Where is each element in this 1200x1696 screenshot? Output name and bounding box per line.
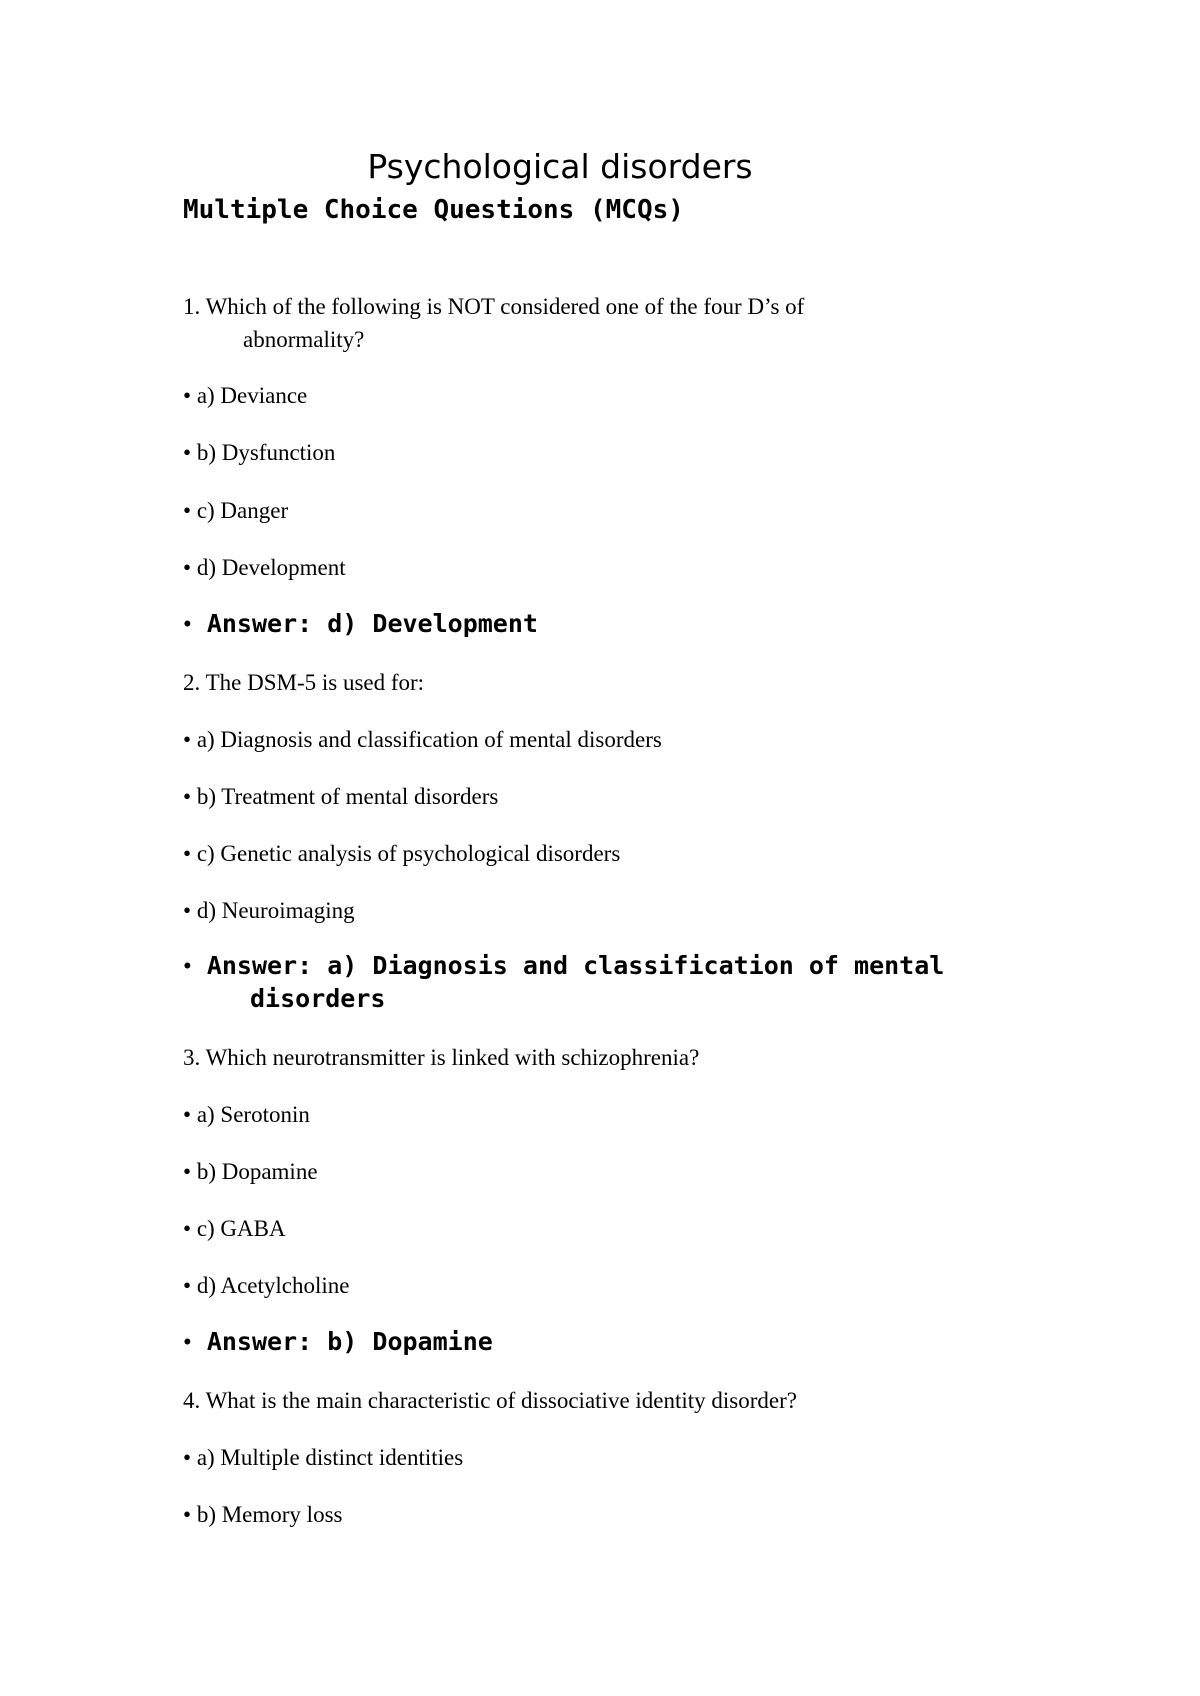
question-4-text: 4. What is the main characteristic of dissociative identity disorder? [183, 1388, 797, 1413]
bullet: • [183, 1329, 192, 1356]
document-subtitle: Multiple Choice Questions (MCQs) [183, 195, 684, 225]
bullet: • [183, 1502, 192, 1527]
question-1-text: 1. Which of the following is NOT considered one of the four D’s of [183, 294, 805, 319]
bullet: • [183, 1216, 192, 1241]
question-3-text: 3. Which neurotransmitter is linked with schizophrenia? [183, 1045, 700, 1070]
bullet: • [183, 841, 192, 866]
q1-option-d: • d) Development [183, 555, 346, 580]
q4-option-a: • a) Multiple distinct identities [183, 1445, 464, 1470]
bullet: • [183, 727, 192, 752]
q2-answer: • Answer: a) Diagnosis and classification of mental [183, 951, 945, 980]
bullet: • [183, 1102, 192, 1127]
q3-option-b: • b) Dopamine [183, 1159, 318, 1184]
bullet: • [183, 1273, 192, 1298]
q1-option-a: • a) Deviance [183, 383, 308, 408]
bullet: • [183, 1445, 192, 1470]
q3-option-c: • c) GABA [183, 1216, 286, 1241]
document-title: Psychological disorders [367, 147, 753, 186]
q2-option-b: • b) Treatment of mental disorders [183, 784, 499, 809]
q4-option-b: • b) Memory loss [183, 1502, 343, 1527]
q2-option-a: • a) Diagnosis and classification of mental disorders [183, 727, 662, 752]
question-1-text-continued: abnormality? [243, 327, 365, 352]
bullet: • [183, 953, 192, 980]
bullet: • [183, 784, 192, 809]
q1-answer: • Answer: d) Development [183, 609, 538, 638]
bullet: • [183, 1159, 192, 1184]
bullet: • [183, 611, 192, 638]
bullet: • [183, 383, 192, 408]
q2-option-d: • d) Neuroimaging [183, 898, 355, 923]
bullet: • [183, 555, 192, 580]
q2-answer-continued: disorders [250, 984, 386, 1013]
q1-option-b: • b) Dysfunction [183, 440, 336, 465]
q2-option-c: • c) Genetic analysis of psychological disorders [183, 841, 621, 866]
q3-answer: • Answer: b) Dopamine [183, 1327, 493, 1356]
q1-option-c: • c) Danger [183, 498, 289, 523]
bullet: • [183, 498, 192, 523]
bullet: • [183, 898, 192, 923]
question-2-text: 2. The DSM-5 is used for: [183, 670, 425, 695]
q3-option-d: • d) Acetylcholine [183, 1273, 350, 1298]
bullet: • [183, 440, 192, 465]
q3-option-a: • a) Serotonin [183, 1102, 310, 1127]
